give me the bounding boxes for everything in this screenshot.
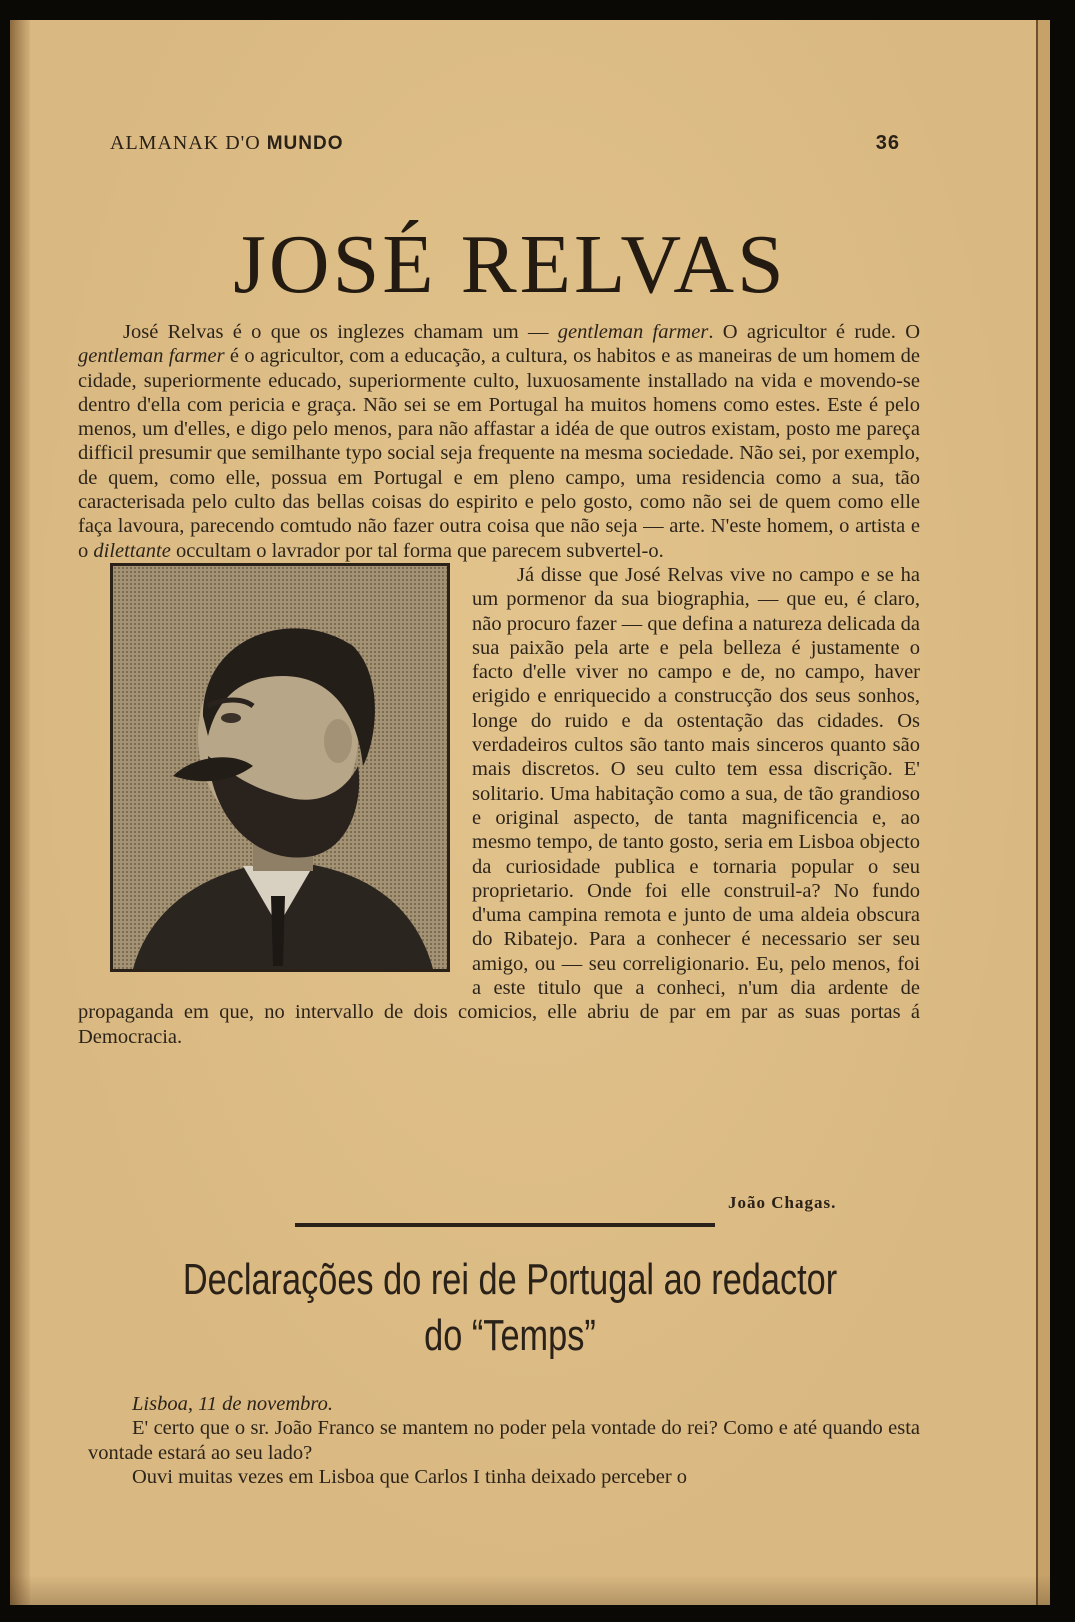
article-title: JOSÉ RELVAS	[233, 218, 787, 311]
section-divider	[295, 1223, 715, 1227]
paragraph-question: E' certo que o sr. João Franco se mantem no poder pela vontade do rei? Como e até quando esta vontade estará ao seu lado?	[88, 1417, 920, 1464]
portrait-photo	[110, 563, 450, 972]
second-article-headline: Declarações do rei de Portugal ao redactor do “Temps”	[182, 1255, 838, 1360]
portrait-illustration	[113, 566, 447, 969]
paragraph-main: Já disse que José Relvas vive no campo e se ha um pormenor da sua biographia, — que eu, é claro, não procuro fazer — que defina a natureza delicada da sua paixão pela arte e pela belleza é justamente o facto d'elle viver no campo e de, no campo, haver erigido e enriquecido a construcção dos seus sonhos, longe do ruido e da ostentação das cidades. Os verdadeiros cultos são tanto mais sinceros quanto são mais discretos. O seu culto tem essa discrição. E' solitario. Uma habitação como a sua, de tão grandioso e original aspecto, de tanta magnificencia e, ao mesmo tempo, de tanto gosto, seria em Lisboa objecto da curiosidade publica e tornaria popular o seu proprietario. Onde foi elle construil-a? No fundo d'uma campina remota e junto de uma aldeia obscura do Ribatejo. Para a conhecer é necessario ser seu amigo, ou — seu correligionario. Eu, pelo menos, foi a este titulo que a conheci, n'um dia ardente de propaganda em que, no intervallo de dois comicios, elle abriu de par em par as suas portas á Democracia.	[78, 563, 920, 1048]
author-signature: João Chagas.	[728, 1193, 837, 1212]
paragraph-intro: José Relvas é o que os inglezes chamam um — gentleman farmer. O agricultor é rude. O gentleman farmer é o agricultor, com a educação, a cultura, os habitos e as maneiras de um homem de cidade, superiormente educado, superiormente culto, luxuosamente installado na vida e movendo-se dentro d'ella com pericia e graça. Não sei se em Portugal ha muitos homens como estes. Este é pelo menos, um d'elles, e digo pelo menos, para não affastar a idéa de que outros existam, posto me pareça difficil presumir que semilhante typo social seja frequente na mesma sociedade. Não sei, por exemplo, de quem, como elle, possua em Portugal e em pleno campo, uma residencia como a sua, tão caracterisada pelo culto das bellas coisas do espirito e pelo gosto, como não sei de quem como elle faça lavoura, parecendo comtudo não fazer outra coisa que não seja — arte. N'este homem, o artista e o dilettante occultam o lavrador por tal forma que parecem subvertel-o.	[78, 321, 921, 562]
page-shadow	[10, 1575, 1050, 1605]
dateline: Lisboa, 11 de novembro.	[132, 1393, 333, 1415]
publication-title: ALMANAK D'O MUNDO	[110, 132, 344, 154]
second-article-body	[88, 1392, 920, 1489]
page-edge	[1036, 20, 1050, 1605]
article-body	[78, 320, 920, 1049]
page-number: 36	[875, 132, 900, 154]
paragraph-continued: Ouvi muitas vezes em Lisboa que Carlos I tinha deixado perceber o	[132, 1465, 688, 1488]
running-header	[110, 132, 900, 155]
almanac-page	[10, 20, 1050, 1605]
